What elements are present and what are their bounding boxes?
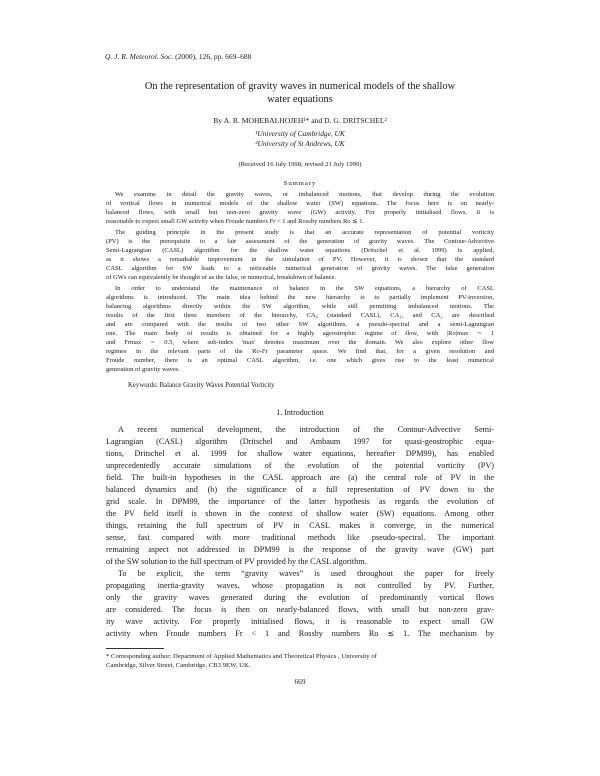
body-line: field. The built-in hypotheses in the CASL approach are (a) the central role of PV in the <box>106 473 494 482</box>
body-line: A recent numerical development, the introduction of the Contour-Advective Semi- <box>118 425 494 434</box>
body-line: balanced dynamics and (b) the significance of a full representation of PV down to the <box>106 485 494 494</box>
body-line: of the SW solution to the full spectrum of PV provided by the CASL algorithm. <box>106 557 367 566</box>
footnote-rule <box>106 648 164 649</box>
body-line: the PV field itself is shown in the context of shallow water (SW) equations. Among other <box>106 509 494 518</box>
footnote-line: * Corresponding author: Department of Applied Mathematics and Theoretical Physics , University of <box>106 653 377 660</box>
received-dates: (Received 16 July 1998; revised 21 July 1999) <box>238 161 362 168</box>
body-line: sense, fast compared with more traditional methods like pseudo-spectral. The important <box>106 533 494 542</box>
title-line: water equations <box>267 94 333 105</box>
summary-line: Semi-Lagrangian (CASL) algorithm for the shallow water equations (Dritschel et al. 1999) is applied, <box>106 247 494 254</box>
footnote-line: Cambridge, Silver Street, Cambridge, CB3 9EW, UK. <box>106 662 251 669</box>
summary-line: results of the first three members of the hierarchy, CA₀ (standard CASL), CA₁, and CA₂ are described <box>106 312 494 319</box>
body-line: tions, Dritschel et al. 1999 for shallow water equations, hereafter DPM99), has enabled <box>106 449 494 458</box>
body-line: propagating inertia-gravity waves, whose propagation is not controlled by PV. Further, <box>106 581 494 590</box>
summary-line: regimes in the relevant parts of the Ro-Fr parameter space. We find that, for a given resolution and <box>106 348 494 355</box>
summary-line: In order to understand the maintenance of balance in the SW equations, a hierarchy of CASL <box>115 285 494 292</box>
summary-line: and are compared with the results of two other SW algorithms, a pseudo-spectral and a semi-Lagrangian <box>106 321 494 328</box>
summary-line: (PV) is the prerequisite to a fair assessment of the generation of gravity waves. The Contour-Advective <box>106 238 494 245</box>
summary-line: reasonable to expect small GW activity when Froude numbers Fr < 1 and Rossby numbers Ro ≲ 1. <box>106 218 365 225</box>
paper-title <box>100 80 500 106</box>
page-number: 669 <box>294 677 306 686</box>
summary-line: one. The main body of results is obtained for a highly ageostrophic regime of flow, with |Ro|max ∼ 1 <box>106 330 494 337</box>
summary-line: We examine in detail the gravity waves, or imbalanced motions, that develop during the evolution <box>115 191 494 198</box>
body-line: only the gravity waves generated during the evolution of predominantly vortical flows <box>106 593 494 602</box>
summary-line: algorithms is introduced. The main idea behind the new hierarchy is to partially implement PV-inversion, <box>106 294 494 301</box>
body-line: things, retaining the full spectrum of PV in CASL makes it converge, in the numerical <box>106 521 494 530</box>
keywords: Keywords: Balance Gravity Waves Potential Vorticity <box>128 382 275 389</box>
body-line: unprecedentedly accurate simulations of the evolution of the potential vorticity (PV) <box>106 461 494 470</box>
journal-name: Q. J. R. Meteorol. Soc. <box>105 52 174 61</box>
summary-line: balancing algorithms directly within the SW algorithm, while still permitting imbalanced motions. The <box>106 303 494 310</box>
journal-header <box>105 52 251 61</box>
title-line: On the representation of gravity waves in numerical models of the shallow <box>144 81 456 92</box>
body-line: are considered. The focus is then on nearly-balanced flows, with small but non-zero grav- <box>106 605 494 614</box>
body-line: To be explicit, the term “gravity waves” is used throughout the paper for freely <box>118 569 494 578</box>
section-heading: 1. Introduction <box>276 408 324 417</box>
summary-line: generation of gravity waves. <box>106 366 181 373</box>
summary-heading: Summary <box>283 180 317 187</box>
body-line: remaining aspect not addressed in DPM99 is the response of the gravity wave (GW) part <box>106 545 494 554</box>
body-line: grid scale. In DPM99, the importance of the latter hypothesis as regards the evolution of <box>106 497 494 506</box>
author-line: By A. R. MOHEBALHOJEH¹* and D. G. DRITSCHEL² <box>213 116 387 125</box>
summary-line: of GWs can equivalently be thought of as the false, or numerical, breakdown of balance. <box>106 274 337 281</box>
summary-line: as it shows a remarkable improvement in the simulation of PV. However, it is shown that the standard <box>106 256 494 263</box>
affiliation: ²University of St Andrews, UK <box>255 139 345 148</box>
summary-line: The guiding principle in the present study is that an accurate representation of potential vorticity <box>115 229 494 236</box>
summary-line: CASL algorithm for SW leads to a noticeable numerical generation of gravity waves. The false generation <box>106 265 494 272</box>
summary-line: and Frmax ∼ 0.5, where sub-index 'max' denotes maximum over the domain. We also explore other flow <box>106 339 494 346</box>
summary-line: balanced flows, with small but non-zero gravity wave (GW) activity. For properly initialised flows, it is <box>106 209 494 216</box>
body-line: ity wave activity. For properly initialised flows, it is reasonable to expect small GW <box>106 617 494 626</box>
journal-year-volume: (2000), 126, pp. 669–688 <box>175 52 252 61</box>
body-line: activity when Froude numbers Fr < 1 and Rossby numbers Ro ≲ 1. The mechanism by <box>106 629 494 638</box>
summary-line: Froude number, there is an optimal CASL algorithm, i.e. one which gives rise to the least numerical <box>106 357 494 364</box>
affiliation: ¹University of Cambridge, UK <box>255 129 345 138</box>
body-line: Lagrangian (CASL) algorithm (Dritschel and Ambaum 1997 for quasi-geostrophic equa- <box>106 437 494 446</box>
summary-line: of vortical flows in numerical models of the shallow water (SW) equations. The focus here is on nearly- <box>106 200 494 207</box>
